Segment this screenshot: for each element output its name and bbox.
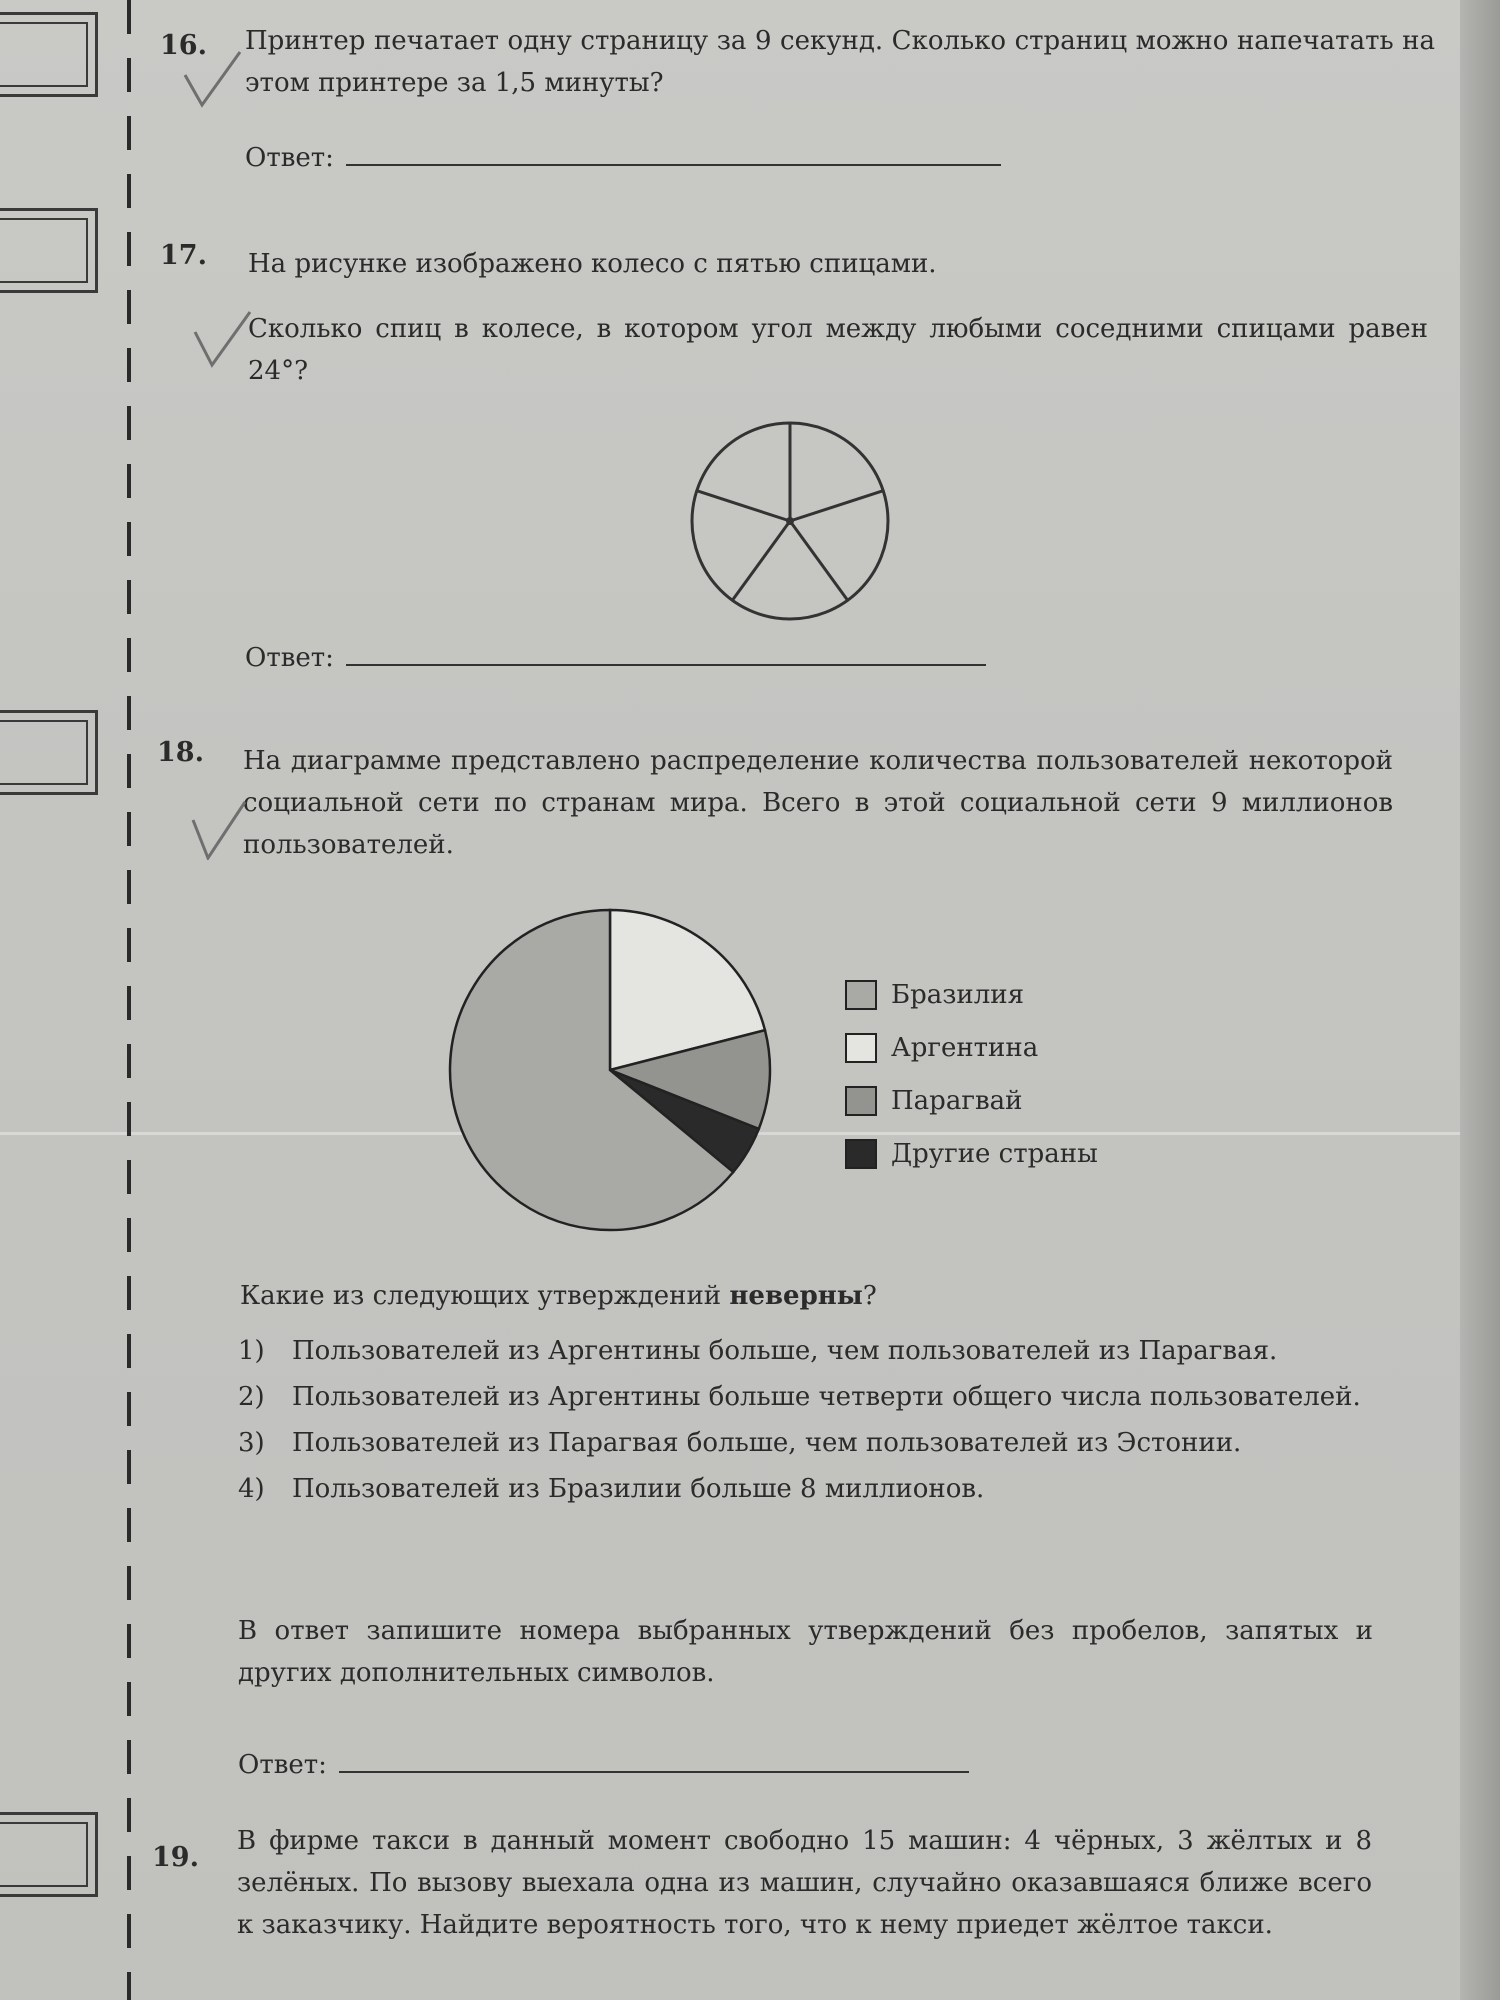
- score-box-19[interactable]: [0, 1812, 98, 1897]
- prompt-suffix: ?: [862, 1281, 877, 1311]
- question-17-intro: На рисунке изображено колесо с пятью спицами.: [248, 249, 937, 279]
- option-number: 2): [238, 1382, 265, 1412]
- legend-label: Парагвай: [891, 1085, 1023, 1116]
- check-mark-icon: [180, 50, 250, 110]
- legend-item: [845, 1074, 1098, 1127]
- option-3: [238, 1422, 1373, 1464]
- legend-item: [845, 968, 1098, 1021]
- wheel-spoke: [790, 491, 883, 521]
- option-number: 3): [238, 1428, 265, 1458]
- answer-label: Ответ:: [245, 143, 334, 173]
- answer-label: Ответ:: [245, 643, 334, 673]
- question-number-19: 19.: [152, 1842, 199, 1873]
- legend-swatch: [845, 980, 877, 1010]
- wheel-hub: [786, 517, 794, 525]
- score-box-16[interactable]: [0, 12, 98, 97]
- score-box-18[interactable]: [0, 710, 98, 795]
- option-text: Пользователей из Парагвая больше, чем пользователей из Эстонии.: [292, 1428, 1242, 1458]
- page-edge: [1460, 0, 1500, 2000]
- wheel-figure: [680, 415, 900, 635]
- option-text: Пользователей из Бразилии больше 8 миллионов.: [292, 1474, 985, 1504]
- answer-input-18[interactable]: [339, 1751, 969, 1773]
- legend-item: [845, 1127, 1098, 1180]
- question-18-instruction: В ответ запишите номера выбранных утверждений без пробелов, запятых и других дополнительных символов.: [238, 1616, 1373, 1688]
- question-18-intro: На диаграмме представлено распределение количества пользователей некоторой социальной сети по странам мира. Всего в этой социальной сети 9 миллионов пользователей.: [243, 746, 1393, 860]
- question-number-16: 16.: [160, 30, 207, 61]
- cut-line: [127, 0, 131, 2000]
- question-number-17: 17.: [160, 240, 207, 271]
- option-1: [238, 1330, 1373, 1372]
- wheel-spoke: [732, 521, 790, 600]
- option-number: 4): [238, 1474, 265, 1504]
- answer-input-16[interactable]: [346, 144, 1001, 166]
- answer-row-17: [245, 643, 986, 673]
- question-17-text: Сколько спиц в колесе, в котором угол между любыми соседними спицами равен 24°?: [248, 314, 1428, 386]
- check-mark-icon: [190, 310, 260, 370]
- wheel-spoke: [790, 521, 848, 600]
- prompt-bold-word: неверны: [729, 1281, 863, 1311]
- legend-label: Другие страны: [891, 1138, 1098, 1169]
- options-list: [238, 1330, 1373, 1514]
- legend-label: Бразилия: [891, 979, 1025, 1010]
- pie-chart: [440, 905, 780, 1245]
- wheel-spoke: [697, 491, 790, 521]
- check-mark-icon: [190, 800, 260, 860]
- option-text: Пользователей из Аргентины больше четверти общего числа пользователей.: [292, 1382, 1361, 1412]
- question-16-text: Принтер печатает одну страницу за 9 секунд. Сколько страниц можно напечатать на этом принтере за 1,5 минуты?: [245, 26, 1435, 98]
- answer-row-18: [238, 1750, 969, 1780]
- answer-row-16: [245, 143, 1001, 173]
- chart-legend: [845, 968, 1098, 1180]
- option-number: 1): [238, 1336, 265, 1366]
- question-19-text: В фирме такси в данный момент свободно 15 машин: 4 чёрных, 3 жёлтых и 8 зелёных. По вызову выехала одна из машин, случайно оказавшаяся ближе всего к заказчику. Найдите вероятность того, что к нему приедет жёлтое такси.: [237, 1826, 1372, 1940]
- answer-label: Ответ:: [238, 1750, 327, 1780]
- option-text: Пользователей из Аргентины больше, чем пользователей из Парагвая.: [292, 1336, 1278, 1366]
- answer-input-17[interactable]: [346, 644, 986, 666]
- option-2: [238, 1376, 1373, 1418]
- question-18-prompt: [240, 1275, 1390, 1317]
- legend-swatch: [845, 1086, 877, 1116]
- question-number-18: 18.: [157, 737, 204, 768]
- option-4: [238, 1468, 1373, 1510]
- legend-swatch: [845, 1139, 877, 1169]
- legend-label: Аргентина: [891, 1032, 1039, 1063]
- score-box-17[interactable]: [0, 208, 98, 293]
- legend-item: [845, 1021, 1098, 1074]
- prompt-text: Какие из следующих утверждений: [240, 1281, 722, 1311]
- legend-swatch: [845, 1033, 877, 1063]
